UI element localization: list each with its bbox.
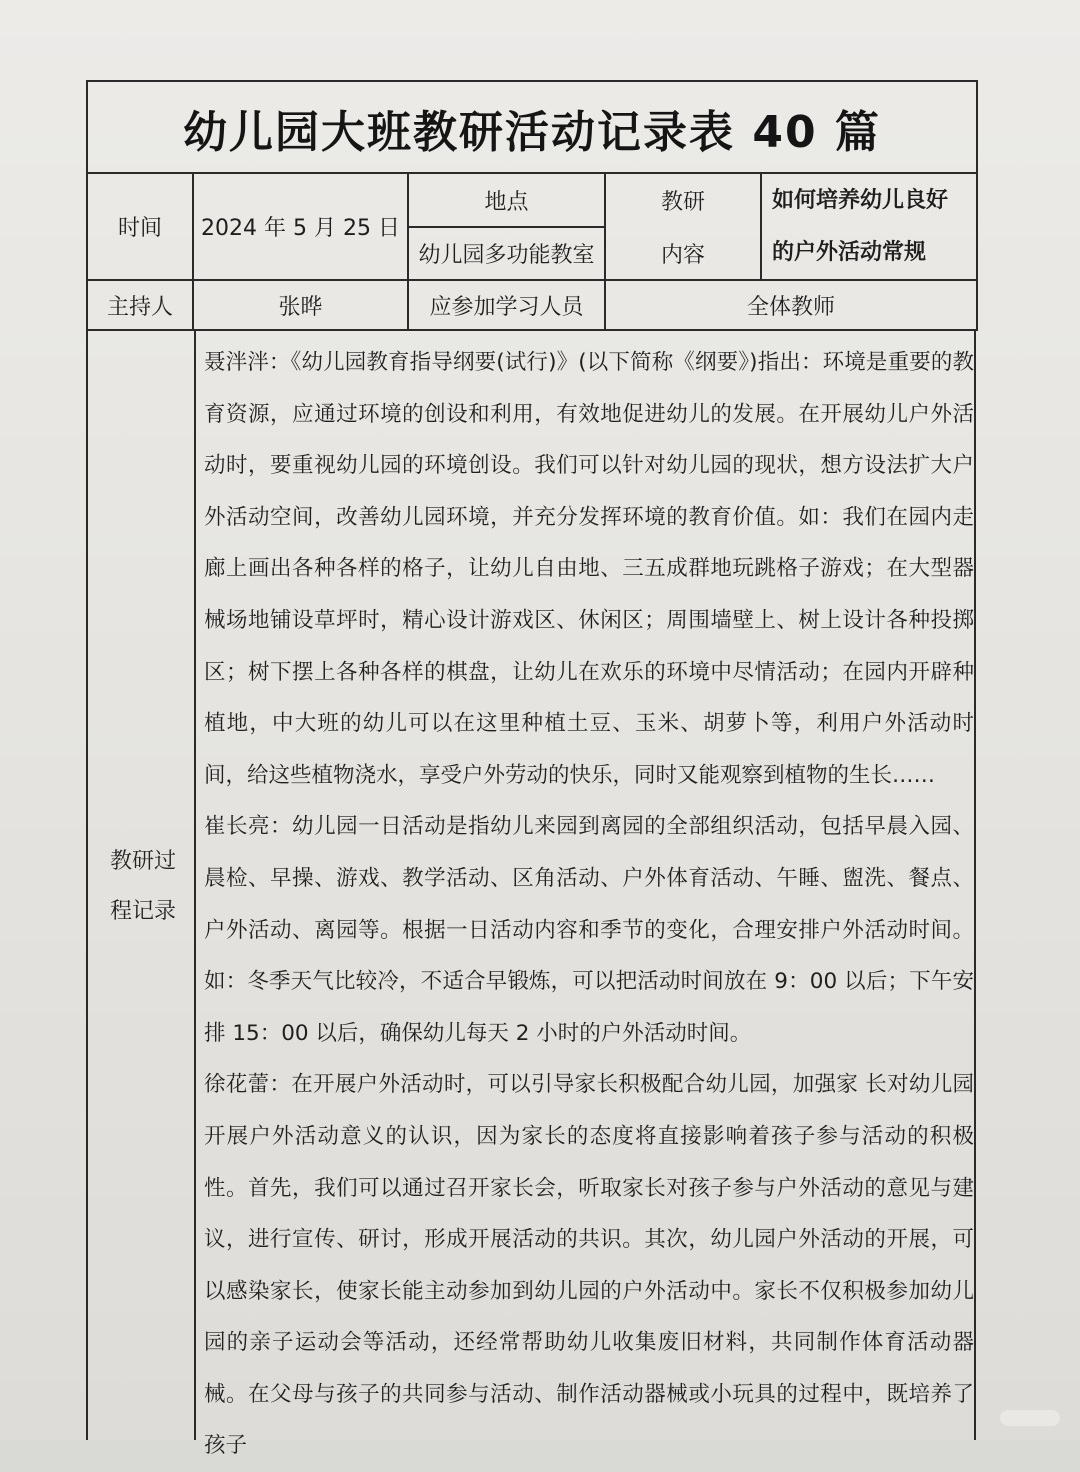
participants-label: 应参加学习人员 bbox=[408, 280, 605, 330]
time-value: 2024 年 5 月 25 日 bbox=[193, 173, 408, 280]
record-body bbox=[194, 329, 976, 1459]
research-label-1: 教研 bbox=[605, 173, 761, 227]
record-form bbox=[86, 80, 976, 1459]
page-title: 幼儿园大班教研活动记录表 40 篇 bbox=[183, 107, 881, 158]
record-paragraph: 聂泮泮：《幼儿园教育指导纲要(试行)》(以下简称《纲要》)指出：环境是重要的教育资源，应通过环境的创设和利用，有效地促进幼儿的发展。在开展幼儿户外活动时，要重视幼儿园的环境创设。我们可以针对幼儿园的现状，想方设法扩大户外活动空间，改善幼儿园环境，并充分发挥环境的教育价值。如：我们在园内走廊上画出各种各样的格子，让幼儿自由地、三五成群地玩跳格子游戏；在大型器械场地铺设草坪时，精心设计游戏区、休闲区；周围墙壁上、树上设计各种投掷区；树下摆上各种各样的棋盘，让幼儿在欢乐的环境中尽情活动；在园内开辟种植地，中大班的幼儿可以在这里种植土豆、玉米、胡萝卜等，利用户外活动时间，给这些植物浇水，享受户外劳动的快乐，同时又能观察到植物的生长…… bbox=[204, 350, 974, 788]
title-row bbox=[86, 80, 978, 174]
participants-value: 全体教师 bbox=[605, 280, 977, 330]
record-label bbox=[108, 837, 178, 937]
topic-line-2: 的户外活动常规 bbox=[761, 227, 977, 280]
location-label: 地点 bbox=[408, 173, 605, 227]
time-label: 时间 bbox=[87, 173, 193, 280]
record-label-cell bbox=[86, 329, 196, 1440]
research-label-2: 内容 bbox=[605, 227, 761, 280]
location-value: 幼儿园多功能教室 bbox=[408, 227, 605, 280]
watermark bbox=[1000, 1410, 1060, 1426]
record-label-line-1: 教研过 bbox=[109, 849, 176, 874]
record-paragraph: 崔长亮：幼儿园一日活动是指幼儿来园到离园的全部组织活动，包括早晨入园、晨检、早操、游戏、教学活动、区角活动、户外体育活动、午睡、盥洗、餐点、户外活动、离园等。根据一日活动内容和季节的变化，合理安排户外活动时间。如：冬季天气比较冷，不适合早锻炼，可以把活动时间放在 9：00 以后；下午安排 15：00 以后，确保幼儿每天 2 小时的户外活动时间。 bbox=[204, 814, 974, 1046]
record-paragraph: 徐花蕾：在开展户外活动时，可以引导家长积极配合幼儿园，加强家 长对幼儿园开展户外活动意义的认识，因为家长的态度将直接影响着孩子参与活动的积极性。首先，我们可以通过召开家长会，听取家长对孩子参与户外活动的意见与建议，进行宣传、研讨，形成开展活动的共识。其次，幼儿园户外活动的开展，可以感染家长，使家长能主动参加到幼儿园的户外活动中。家长不仅积极参加幼儿园的亲子运动会等活动，还经常帮助幼儿收集废旧材料，共同制作体育活动器械。在父母与孩子的共同参与活动、制作活动器械或小玩具的过程中，既培养了孩子 bbox=[204, 1072, 974, 1459]
record-label-line-2: 程记录 bbox=[109, 899, 176, 924]
meta-table bbox=[86, 172, 978, 331]
record-section bbox=[86, 329, 976, 1459]
host-value: 张晔 bbox=[193, 280, 408, 330]
topic-line-1: 如何培养幼儿良好 bbox=[761, 173, 977, 227]
host-label: 主持人 bbox=[87, 280, 193, 330]
